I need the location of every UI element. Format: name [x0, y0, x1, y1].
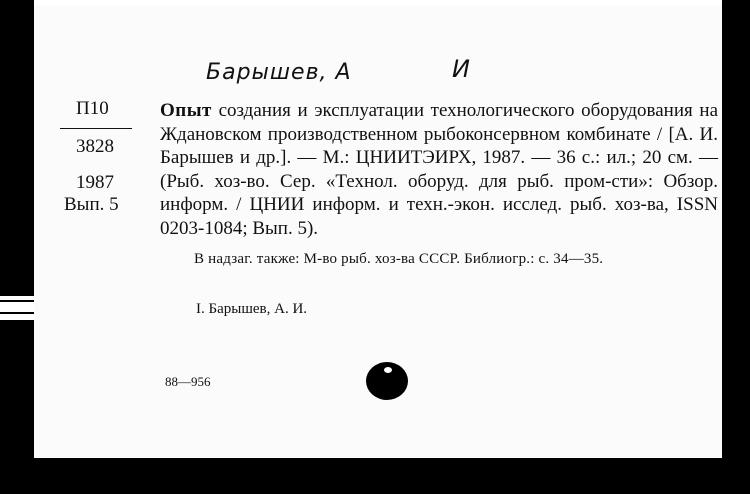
bibliographic-entry [160, 99, 718, 240]
scan-left-edge [0, 0, 34, 494]
scan-bottom-edge [0, 458, 750, 494]
author-tracing: I. Барышев, А. И. [196, 301, 308, 317]
punch-hole-highlight [384, 367, 392, 373]
handwritten-author: Барышев, А [206, 60, 352, 85]
call-divider [60, 128, 132, 129]
call-number: 3828 [76, 136, 114, 157]
scan-right-edge [722, 0, 750, 494]
call-year: 1987 [76, 172, 114, 193]
scan-left-line [0, 312, 34, 314]
card-top-edge [34, 0, 722, 5]
accession-number: 88—956 [165, 374, 211, 389]
scan-left-line [0, 300, 34, 302]
entry-note: В надзаг. также: М-во рыб. хоз-ва СССР. Библиогр.: с. 34—35. [194, 251, 604, 267]
entry-title-lead: Опыт [160, 100, 212, 121]
handwritten-mark: И [452, 55, 471, 83]
call-issue: Вып. 5 [64, 194, 119, 215]
entry-text: создания и эксплуатации технологического оборудования на Ждановском производственном рыбоконсервном комбинате / [А. И. Барышев и др.]. — М.: ЦНИИТЭИРХ, 1987. — 36 с.: ил.; 20 см. — (Рыб. хоз-во. Сер. «Технол. оборуд. для рыб. пром-сти»: Обзор. информ. / ЦНИИ информ. и техн.-экон. исслед. рыб. хоз-ва, ISSN 0203-1084; Вып. 5). [160, 100, 719, 239]
call-class: П10 [76, 98, 109, 119]
